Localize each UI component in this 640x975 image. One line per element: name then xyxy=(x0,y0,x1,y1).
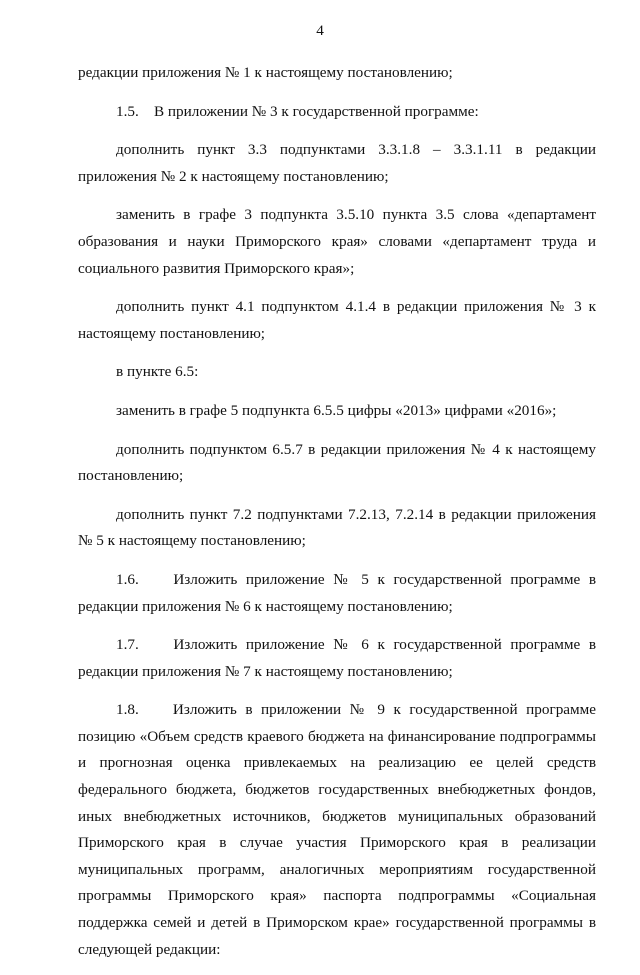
paragraph-1-5: 1.5. В приложении № 3 к государственной программе: xyxy=(116,102,479,120)
paragraph-item-6-5: в пункте 6.5: xyxy=(116,363,199,381)
paragraph-add-3-3: дополнить пункт 3.3 подпунктами 3.3.1.8 – 3.3.1.11 в редакции приложения № 2 к настоящему постановлению; xyxy=(78,141,596,185)
paragraph-1-6: 1.6. Изложить приложение № 5 к государственной программе в редакции приложения № 6 к настоящему постановлению; xyxy=(78,570,596,615)
document-body xyxy=(78,60,596,975)
paragraph-replace-3-5-10: заменить в графе 3 подпункта 3.5.10 пункта 3.5 слова «департамент образования и науки Приморского края» словами «департамент труда и социального развития Приморского края»; xyxy=(78,206,596,277)
paragraph-1-7: 1.7. Изложить приложение № 6 к государственной программе в редакции приложения № 7 к настоящему постановлению; xyxy=(78,636,596,680)
paragraph-add-6-5-7: дополнить подпунктом 6.5.7 в редакции приложения № 4 к настоящему постановлению; xyxy=(78,440,596,485)
paragraph-add-4-1: дополнить пункт 4.1 подпунктом 4.1.4 в редакции приложения № 3 к настоящему постановлению; xyxy=(78,298,596,342)
page-number: 4 xyxy=(316,22,324,39)
paragraph-1-8: 1.8. Изложить в приложении № 9 к государственной программе позицию «Объем средств краевого бюджета на финансирование подпрограммы и прогнозная оценка привлекаемых на реализацию ее целей средств федерального бюджета, бюджетов государственных внебюджетных фондов, иных внебюджетных источников, бюджетов муниципальных образований Приморского края в случае участия Приморского края в реализации муниципальных программ, аналогичных мероприятиям государственной программы Приморского края» паспорта подпрограммы «Социальная поддержка семей и детей в Приморском крае» государственной программы в следующей редакции: xyxy=(78,701,596,958)
paragraph-add-7-2: дополнить пункт 7.2 подпунктами 7.2.13, 7.2.14 в редакции приложения № 5 к настоящему постановлению; xyxy=(78,505,596,550)
paragraph-continuation: редакции приложения № 1 к настоящему постановлению; xyxy=(78,64,453,81)
paragraph-replace-6-5-5: заменить в графе 5 подпункта 6.5.5 цифры «2013» цифрами «2016»; xyxy=(116,401,557,419)
